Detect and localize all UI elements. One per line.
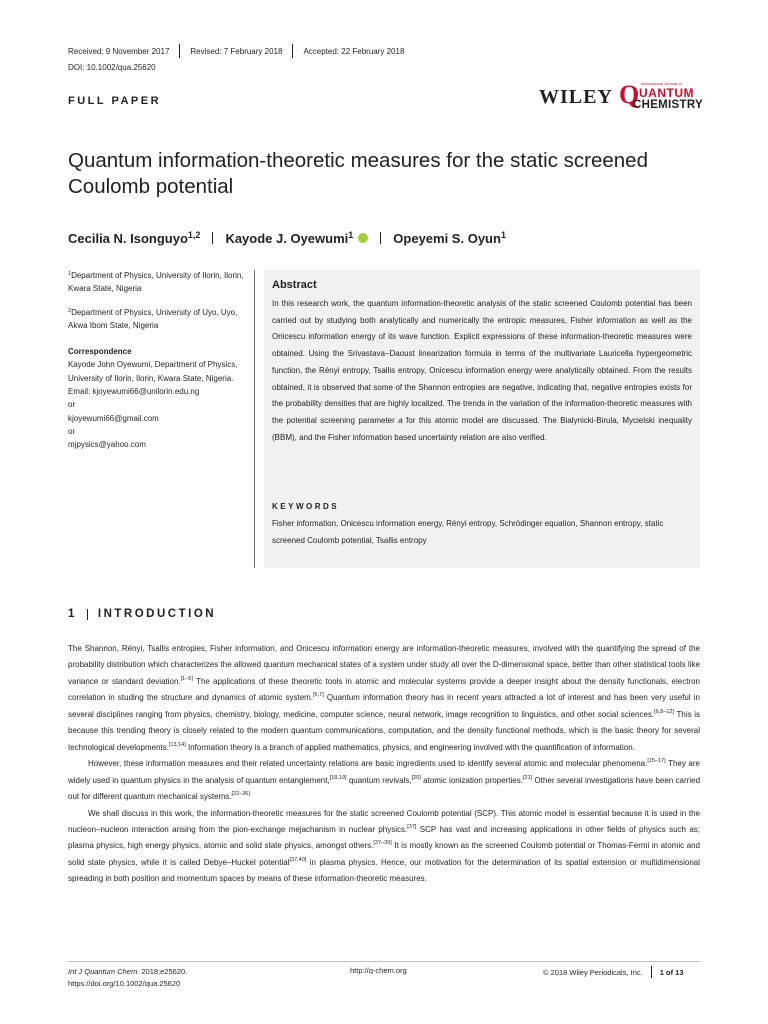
divider: [87, 609, 88, 620]
email[interactable]: mjpysics@yahoo.com: [68, 440, 146, 450]
journal-abbrev: Int J Quantum Chem.: [68, 967, 140, 976]
paragraph: The Shannon, Rényi, Tsallis entropies, Fisher information, and Onicescu information energy are information-theoretic measures, involved with the quantifying the spread of the probability distribution which characterizes the allowed quantum mechanical states of a system under study all over the D-dimensional space, better than other statistical tools like variance or standard deviation.[1–5] The applications of these theoretic tools in atomic and molecular systems provide a deeper insight about the density functionals, electron correlation in studing the structure and dynamics of atomic system.[6,7] Quantum information theory has in recent years attracted a lot of interest and has been very useful in several disciplines ranging from physics, chemistry, biology, medicine, computer science, neural network, image recognition to linguistics, and other social sciences.[6,8–12] This is because this trending theory is closely related to the modern quantum communications, computation, and the density functional methods, which is the basic theory for several technological developments.[13,14] Information theory is a branch of applied mathematics, physics, and engineering involved with the quantification of information.: [68, 644, 700, 752]
citation[interactable]: [37–39]: [373, 840, 392, 847]
abstract-box: [264, 270, 700, 568]
body-text: [68, 641, 700, 888]
doi[interactable]: DOI: 10.1002/qua.25620: [68, 63, 156, 72]
author[interactable]: Cecilia N. Isonguyo$^{1,2}$: [68, 230, 201, 246]
paragraph: However, these information measures and their related uncertainty relations are basic ingredients used to identify several atomic and molecular phenomena.[15–17] They are widely used in quantum physics in the analysis of quantum entanglement,[18,19] quantum revivals,[20] atomic ionization properties.[21] Other several investigations have been carried out for different quantum mechanical systems.[22–36]: [68, 758, 701, 802]
divider: [380, 232, 381, 244]
correspondence-heading: Correspondence: [68, 347, 132, 357]
orcid-icon[interactable]: [358, 233, 368, 243]
publisher-name: WILEY: [539, 86, 613, 108]
or-text: or: [68, 426, 76, 436]
article-type: FULL PAPER: [68, 95, 162, 107]
copyright: © 2018 Wiley Periodicals, Inc.: [543, 967, 643, 977]
citation[interactable]: [13,14]: [168, 741, 186, 748]
journal-logo: [539, 80, 701, 114]
author[interactable]: Opeyemi S. Oyun$^1$: [393, 230, 506, 246]
divider: [292, 44, 293, 58]
keywords-text: Fisher information, Onicescu information energy, Rényi entropy, Schrödinger equation, Shannon entropy, static screened Coulomb potential, Tsallis entropy: [272, 519, 664, 545]
citation-text: 2018;e25620.: [139, 967, 188, 976]
publication-dates: [68, 44, 404, 58]
abstract-heading: Abstract: [272, 279, 317, 291]
abstract-divider: [254, 270, 255, 568]
received-date: Received: 9 November 2017: [68, 46, 170, 56]
footer-right: [543, 966, 684, 978]
abstract-text: In this research work, the quantum information-theoretic analysis of the static screened Coulomb potential has been carried out by studying both analytically and numerically the entropic measures, Fisher information as well as the Onicescu information energy of its wave function. Explicit expressions of these information-theoretic measures were obtained. Using the Srivastava–Daoust linearization formula in terms of the multivariate Lauricella hypergeometric function, the Rényi entropy, Tsallis entropy, Onicescu information energy were analytically obtained. From the results obtained, it is observed that some of the Shannon entropies are negative, indicating that, negative entropies exists for the probability densities that are highly localized. The trends in the variation of the information-theoretic measures with the potential screening parameter a for this atomic model are discussed. The Bialynicki-Birula, Mycielski inequality (BBM), and the Fisher information based uncertainty relation are also verified.: [272, 299, 692, 442]
paragraph: We shall discuss in this work, the information-theoretic measures for the static screened Coulomb potential (SCP). This atomic model is essential because it is used in the nucleon–nucleon interaction arising from the pion-exchange mejachanism in nuclear physics.[37] SCP has vast and increasing applications in other fields of physics such as; plasma physics, high energy physics, atomic and solid state physics, amongst others.[37–39] It is mostly known as the screened Coulomb potential or Thomas-Fermi in atomic and solid state physics, while it is called Debye–Huckel potential[37,40] in plasma physics. Hence, our motivation for the determination of its spatial extension or multidimensional spreading in both position and momentum spaces by means of these information-theoretic measures.: [68, 808, 701, 884]
citation[interactable]: [18,19]: [329, 774, 347, 781]
citation[interactable]: [6,8–12]: [654, 708, 675, 715]
or-text: or: [68, 400, 76, 410]
correspondence-text: Kayode John Oyewumi, Department of Physics, University of Ilorin, Ilorin, Kwara State, Nigeria.: [68, 360, 238, 383]
affiliation-1: $^1$Department of Physics, University of Ilorin, Ilorin, Kwara State, Nigeria: [68, 271, 244, 294]
citation[interactable]: [20]: [411, 774, 421, 781]
email[interactable]: kjoyewumi66@gmail.com: [68, 413, 159, 423]
citation[interactable]: [6,7]: [313, 692, 324, 699]
accepted-date: Accepted: 22 February 2018: [303, 46, 405, 56]
journal-wordmark: [619, 80, 701, 114]
footer-doi-link[interactable]: https://doi.org/10.1002/qua.25620: [68, 979, 181, 988]
divider: [212, 232, 213, 244]
affiliation-2: $^2$Department of Physics, University of Uyo, Uyo, Akwa Ibom State, Nigeria: [68, 307, 238, 330]
author-list: [68, 230, 506, 246]
divider: [179, 44, 180, 58]
citation[interactable]: [1–5]: [180, 675, 193, 682]
logo-quantum: UANTUM: [639, 86, 694, 100]
email[interactable]: Email: kjoyewumi66@unilorin.edu.ng: [68, 387, 200, 397]
footer-citation: [68, 966, 187, 990]
citation[interactable]: [21]: [522, 774, 533, 781]
keywords-heading: KEYWORDS: [272, 502, 340, 511]
logo-intl: International Journal of: [641, 81, 682, 86]
divider: [651, 966, 652, 978]
section-heading: [68, 608, 216, 620]
logo-chemistry: CHEMISTRY: [633, 99, 703, 111]
section-number: 1: [68, 608, 77, 620]
citation[interactable]: [22–36]: [231, 791, 250, 798]
citation[interactable]: [15–17]: [647, 758, 666, 765]
logo-q: Q: [619, 80, 640, 109]
citation[interactable]: [37,40]: [289, 856, 307, 863]
author[interactable]: Kayode J. Oyewumi$^1$: [225, 230, 354, 246]
footer-rule: [68, 961, 700, 962]
citation[interactable]: [37]: [407, 823, 417, 830]
journal-site-link[interactable]: http://q-chem.org: [350, 966, 407, 975]
affiliations-column: [68, 268, 253, 452]
paper-title: Quantum information-theoretic measures for the static screened Coulomb potential: [68, 149, 648, 198]
section-title: INTRODUCTION: [97, 608, 217, 620]
page-number: 1 of 13: [659, 967, 684, 977]
revised-date: Revised: 7 February 2018: [190, 46, 283, 56]
